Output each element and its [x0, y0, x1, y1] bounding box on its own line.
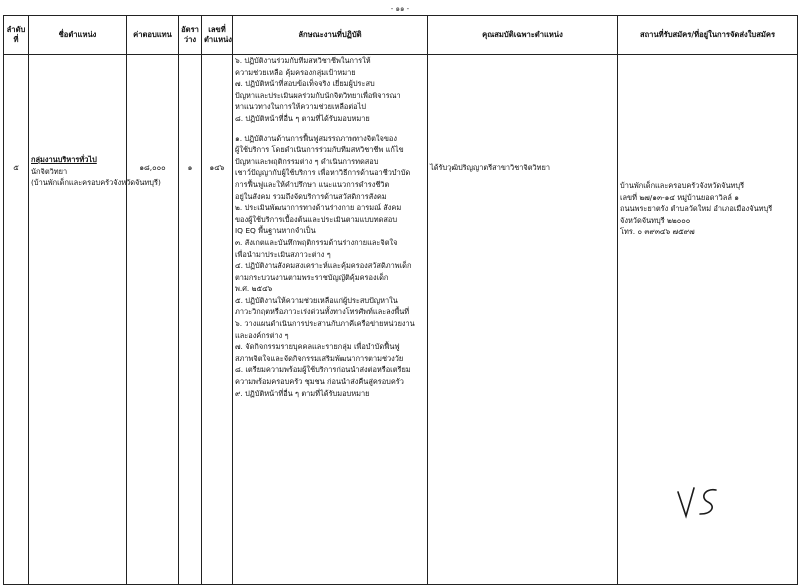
- duty-line: หาแนวทางในการให้ความช่วยเหลือต่อไป: [235, 102, 366, 112]
- duty-line: และองค์กรต่าง ๆ: [235, 330, 289, 340]
- page-number: - ๑๑ -: [390, 5, 410, 13]
- duty-line: ของผู้ใช้บริการเบื้องต้นและประเมินตามแบบทดสอบ: [235, 214, 398, 224]
- position-no-cell: ๑๔๖: [202, 55, 233, 585]
- duty-line: ตามกระบวนงานตามพระราชบัญญัติคุ้มครองเด็ก: [235, 272, 389, 282]
- duty-line: IQ EQ พื้นฐานหากจำเป็น: [235, 226, 316, 236]
- duty-line: ๓. สังเกตและบันทึกพฤติกรรมด้านร่างกายและจิตใจ: [235, 237, 398, 247]
- location-line: ถนนพระยาตรัง ตำบลวัดใหม่ อำเภอเมืองจันทบุรี: [620, 204, 773, 214]
- duty-line: ๖. วางแผนดำเนินการประสานกับภาคีเครือข่ายหน่วยงาน: [235, 319, 415, 329]
- location-line: โทร. ๐ ๓๙๓๔๖ ๗๕๙๗: [620, 227, 695, 237]
- location-line: บ้านพักเด็กและครอบครัวจังหวัดจันทบุรี: [620, 181, 745, 190]
- header-vacancy: อัตราว่าง: [179, 16, 202, 55]
- header-qualifications: คุณสมบัติเฉพาะตำแหน่ง: [428, 16, 618, 55]
- location-line: จังหวัดจันทบุรี ๒๒๐๐๐: [620, 215, 691, 225]
- location-line: เลขที่ ๒๗/๑๓-๑๔ หมู่บ้านยอดาวิลล์ ๑: [620, 192, 739, 202]
- header-row: [4, 16, 798, 55]
- duty-line: เชาว์ปัญญากับผู้ใช้บริการ เพื่อหาวิธีการด้านอาชีวบำบัด: [235, 168, 411, 178]
- position-name: นักจิตวิทยา: [31, 166, 68, 176]
- signature-mark: [672, 482, 732, 520]
- duty-line: ๒. ประเมินพัฒนาการทางด้านร่างกาย อารมณ์ สังคม: [235, 203, 402, 213]
- duty-line: ๘. เตรียมความพร้อมผู้ใช้บริการก่อนนำส่งต่อหรือเตรียม: [235, 365, 411, 375]
- header-duties: ลักษณะงานที่ปฏิบัติ: [233, 16, 428, 55]
- duties-list: [235, 133, 425, 400]
- header-location: สถานที่รับสมัคร/ที่อยู่ในการจัดส่งใบสมัคร: [618, 16, 798, 55]
- duty-line: การฟื้นฟูและให้คำปรึกษา แนะแนวการดำรงชีวิต: [235, 179, 390, 189]
- duty-line: ๗. จัดกิจกรรมรายบุคคลและรายกลุ่ม เพื่อบำบัดฟื้นฟู: [235, 342, 400, 352]
- duty-line: ๕. ปฏิบัติงานให้ความช่วยเหลือแก่ผู้ประสบปัญหาใน: [235, 295, 398, 305]
- duty-line: ๔. ปฏิบัติงานสังคมสงเคราะห์และคุ้มครองสวัสดิภาพเด็ก: [235, 261, 412, 271]
- duty-line: สภาพจิตใจและจัดกิจกรรมเสริมพัฒนาการตามช่วงวัย: [235, 353, 404, 363]
- prev-duties-list: [235, 55, 425, 125]
- duties-cell: [233, 55, 428, 585]
- salary-cell: ๑๘,๐๐๐: [127, 55, 179, 585]
- duty-line: ๙. ปฏิบัติหน้าที่อื่น ๆ ตามที่ได้รับมอบหมาย: [235, 388, 370, 398]
- duty-line: ๗. ปฏิบัติหน้าที่สอบข้อเท็จจริง เยี่ยมผู้ประสบ: [235, 79, 375, 89]
- duty-line: อยู่ในสังคม รวมถึงจัดบริการด้านสวัสดิการสังคม: [235, 191, 387, 201]
- duty-line: ความช่วยเหลือ คุ้มครองกลุ่มเป้าหมาย: [235, 67, 356, 77]
- duty-line: เพื่อนำมาประเมินสภาวะต่าง ๆ: [235, 249, 331, 259]
- duty-line: ปัญหาและประเมินผลร่วมกับนักจิตวิทยาเพื่อพิจารณา: [235, 90, 401, 100]
- duty-line: ๘. ปฏิบัติหน้าที่อื่น ๆ ตามที่ได้รับมอบหมาย: [235, 113, 370, 123]
- header-position: ชื่อตำแหน่ง: [29, 16, 127, 55]
- row-no: ๕: [4, 55, 29, 585]
- duty-line: ๖. ปฏิบัติงานร่วมกับทีมสหวิชาชีพในการให้: [235, 56, 371, 65]
- duty-line: ความพร้อมครอบครัว ชุมชน ก่อนนำส่งคืนสู่ครอบครัว: [235, 377, 404, 387]
- header-no: ลำดับที่: [4, 16, 29, 55]
- header-position-no: เลขที่ตำแหน่ง: [202, 16, 233, 55]
- vacancy-cell: ๑: [179, 55, 202, 585]
- duty-line: พ.ศ. ๒๕๔๖: [235, 284, 273, 294]
- group-name: กลุ่มงานบริหารทั่วไป: [31, 155, 97, 164]
- header-salary: ค่าตอบแทน: [127, 16, 179, 55]
- qualification-cell: ได้รับวุฒิปริญญาตรีสาขาวิชาจิตวิทยา: [428, 55, 618, 585]
- position-unit: (บ้านพักเด็กและครอบครัวจังหวัดจันทบุรี): [31, 178, 161, 188]
- duty-line: ภาวะวิกฤตหรือภาวะเร่งด่วนทั้งทางโทรศัพท์และลงพื้นที่: [235, 307, 410, 317]
- duty-line: ๑. ปฏิบัติงานด้านการฟื้นฟูสมรรถภาพทางจิตใจของ: [235, 133, 397, 143]
- duty-line: ผู้ใช้บริการ โดยดำเนินการร่วมกับทีมสหวิชาชีพ แก้ไข: [235, 145, 404, 155]
- duty-line: ปัญหาและพฤติกรรมต่าง ๆ ดำเนินการทดสอบ: [235, 156, 379, 166]
